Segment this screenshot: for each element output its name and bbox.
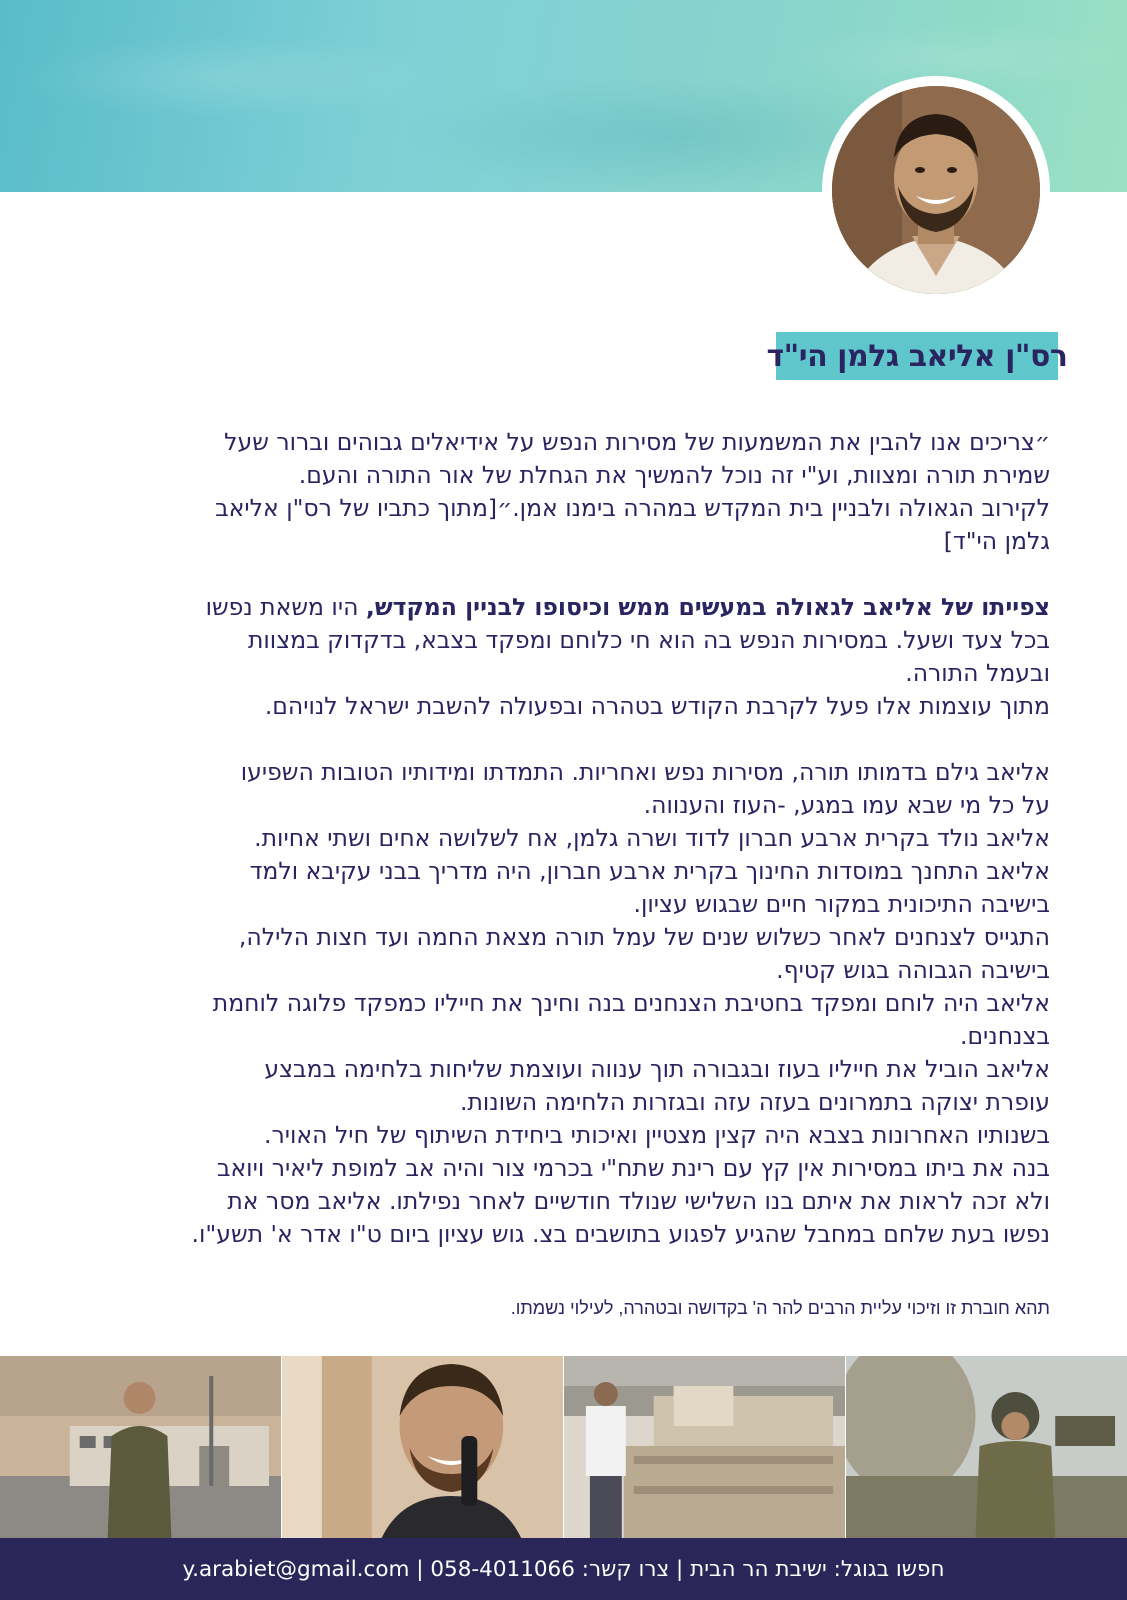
paragraph-line: עופרת יצוקה בתמרונים בעזה עזה ובגזרות הלחימה השונות.: [459, 1088, 1050, 1116]
paragraph-line: בצנחנים.: [959, 1022, 1050, 1050]
paragraph-line: בישיבה הגבוהה בגוש קטיף.: [776, 956, 1050, 984]
photo-temple-model: [563, 1356, 845, 1538]
paragraph-line: על כל מי שבא עמו במגע, -העוז והענווה.: [643, 791, 1050, 819]
paragraph-line: אליאב הוביל את חייליו בעוז ובגבורה תוך ענווה ועוצמת שליחות בלחימה במבצע: [264, 1055, 1050, 1083]
page-title: רס"ן אליאב גלמן הי"ד: [766, 338, 1068, 374]
title-banner: [766, 332, 1068, 380]
paragraph-line: אליאב התחנך במוסדות החינוך בקרית ארבע חברון, היה מדריך בבני עקיבא ולמד: [249, 857, 1050, 885]
paragraph-line: ובעמל התורה.: [905, 659, 1050, 687]
paragraph-line: בישיבה התיכונית במקור חיים שבגוש עציון.: [633, 890, 1050, 918]
quote-line: ״צריכים אנו להבין את המשמעות של מסירות הנפש על אידיאלים גבוהים וברור שעל: [224, 428, 1050, 456]
biography-text: [77, 426, 1050, 1251]
quote-line: גלמן הי"ד]: [943, 527, 1050, 555]
photo-soldier-vehicle: [845, 1356, 1127, 1538]
quote-line: לקירוב הגאולה ולבניין בית המקדש במהרה בימנו אמן.״[מתוך כתביו של רס"ן אליאב: [215, 494, 1050, 522]
paragraph-line: אליאב היה לוחם ומפקד בחטיבת הצנחנים בנה וחינך את חייליו כמפקד פלוגה לוחמת: [212, 989, 1050, 1017]
paragraph-line: ולא זכה לראות את איתם בנו השלישי שנולד חודשיים לאחר נפילתו. אליאב מסר את: [227, 1187, 1050, 1215]
portrait-photo: [832, 86, 1040, 294]
paragraph-line: מתוך עוצמות אלו פעל לקרבת הקודש בטהרה ובפעולה להשבת ישראל לנויהם.: [264, 692, 1050, 720]
paragraph-line: בשנותיו האחרונות בצבא היה קצין מצטיין ואיכותי ביחידת השיתוף של חיל האויר.: [264, 1121, 1050, 1149]
paragraph-line: אליאב גילם בדמותו תורה, מסירות נפש ואחריות. התמדתו ומידותיו הטובות השפיעו: [240, 758, 1050, 786]
photo-strip: [0, 1356, 1127, 1538]
paragraph-line: התגייס לצנחנים לאחר כשלוש שנים של עמל תורה מצאת החמה ועד חצות הלילה,: [238, 923, 1050, 951]
footer-contact: חפשו בגוגל: ישיבת הר הבית | צרו קשר: 058-4011066 | y.arabiet@gmail.com: [182, 1556, 945, 1582]
paragraph-line: בכל צעד ושעל. במסירות הנפש בה הוא חי כלוחם ומפקד בצבא, בדקדוק במצוות: [247, 626, 1050, 654]
photo-soldier-field: [0, 1356, 281, 1538]
paragraph-line: נפשו בעת שלחם במחבל שהגיע לפגוע בתושבים בצ. גוש עציון ביום ט"ו אדר א' תשע"ו.: [191, 1220, 1050, 1248]
highlight-text: צפייתו של אליאב לגאולה במעשים ממש וכיסופו לבניין המקדש,: [365, 593, 1050, 621]
quote-line: שמירת תורה ומצוות, וע"י זה נוכל להמשיך את הגחלת של אור התורה והעם.: [298, 461, 1050, 489]
dedication-note: תהא חוברת זו וזיכוי עליית הרבים להר ה' בקדושה ובטהרה, לעילוי נשמתו.: [510, 1298, 1050, 1318]
paragraph-line: בנה את ביתו במסירות אין קץ עם רינת שתח"י בכרמי צור והיה אב למופת ליאיר ויואב: [216, 1154, 1050, 1182]
paragraph-line: אליאב נולד בקרית ארבע חברון לדוד ושרה גלמן, אח לשלושה אחים ושתי אחיות.: [254, 824, 1050, 852]
photo-smiling-portrait: [281, 1356, 563, 1538]
paragraph-text: היו משאת נפשו: [205, 593, 366, 621]
paragraph-line: [77, 591, 1050, 624]
footer-bar: [0, 1538, 1127, 1600]
